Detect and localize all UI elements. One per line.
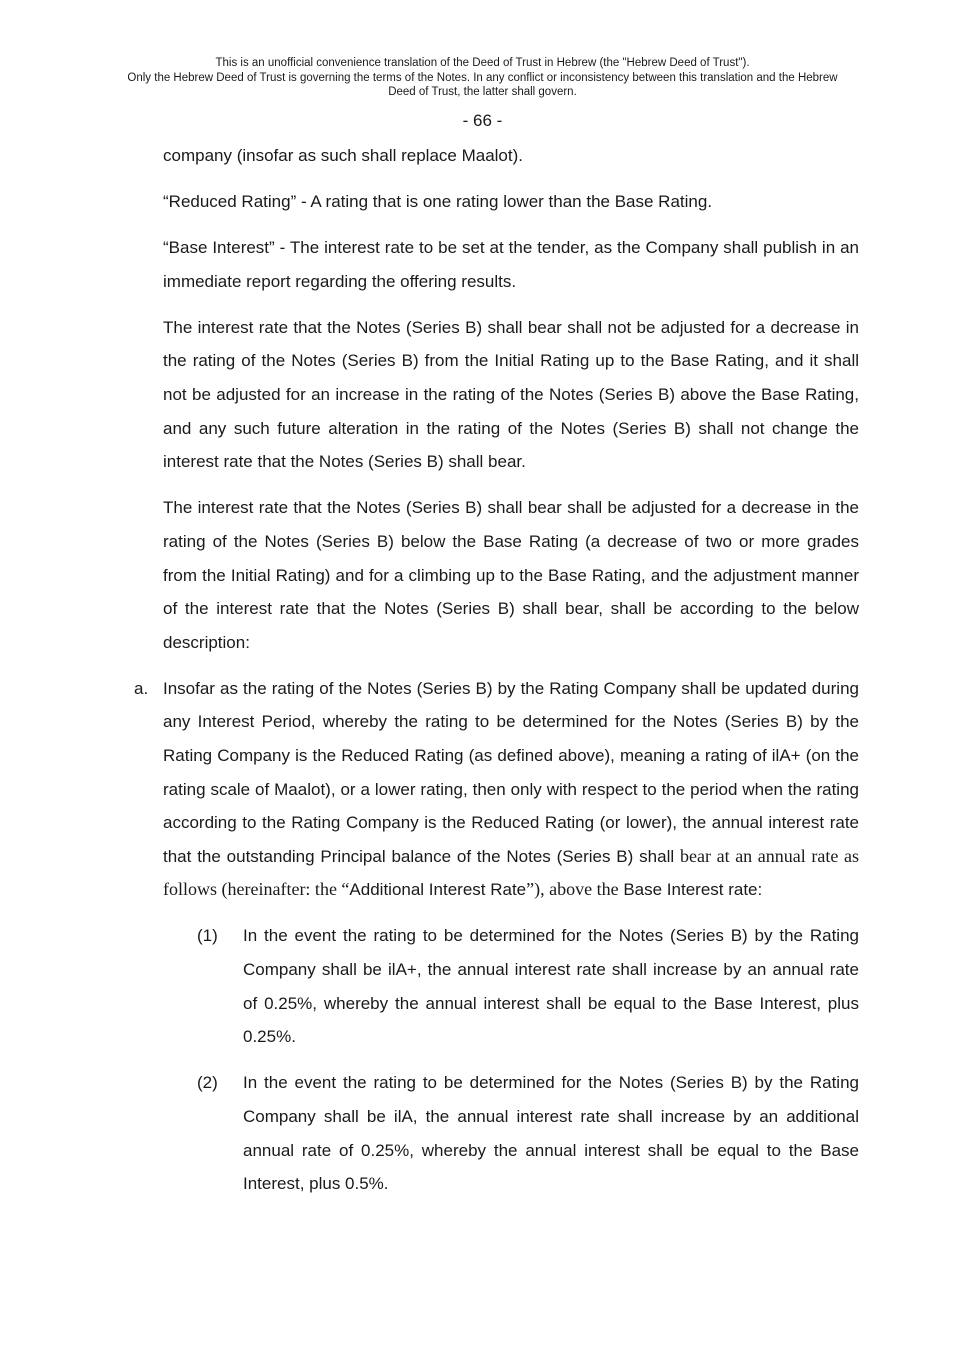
sub-item-marker-1: (1) (197, 926, 218, 946)
paragraph-base-interest-definition: “Base Interest” - The interest rate to be set at the tender, as the Company shall publish in an immediate report regarding the offering results. (163, 238, 859, 291)
paragraph-company-maalot: company (insofar as such shall replace Maalot). (163, 146, 523, 165)
sub-item-text-2: In the event the rating to be determined for the Notes (Series B) by the Rating Company shall be ilA, the annual interest rate shall increase by an additional annual rate of 0.25%, whereby the annual interest shall be equal to the Base Interest, plus 0.5%. (243, 1073, 859, 1194)
list-marker-a: a. (134, 678, 149, 698)
page-number: - 66 - (462, 111, 503, 130)
translation-disclaimer-header (0, 56, 965, 100)
list-item-a-text-2: Base Interest rate: (623, 880, 763, 900)
sub-item-2 (197, 1066, 859, 1200)
header-line-3: Deed of Trust, the latter shall govern. (388, 86, 577, 98)
paragraph-no-adjustment: The interest rate that the Notes (Series B) shall bear shall not be adjusted for a decrease in the rating of the Notes (Series B) from the Initial Rating up to the Base Rating, and it shall not be adjusted for an increase in the rating of the Notes (Series B) above the Base Rating, and any such future alteration in the rating of the Notes (Series B) shall not change the interest rate that the Notes (Series B) shall bear. (163, 317, 859, 472)
sub-item-text-1: In the event the rating to be determined for the Notes (Series B) by the Rating Company shall be ilA+, the annual interest rate shall increase by an annual rate of 0.25%, whereby the annual interest shall be equal to the Base Interest, plus 0.25%. (243, 926, 859, 1047)
sub-item-marker-2: (2) (197, 1073, 218, 1093)
sub-item-1 (197, 919, 859, 1053)
list-item-a-serif-text-1: bear at an annual rate as follows (hereinafter: the “ (163, 845, 859, 900)
header-line-1: This is an unofficial convenience translation of the Deed of Trust in Hebrew (the "Hebrew Deed of Trust"). (215, 57, 750, 69)
document-body (134, 139, 859, 1213)
header-line-2: Only the Hebrew Deed of Trust is governing the terms of the Notes. In any conflict or inconsistency between this translation and the Hebrew (127, 71, 838, 84)
list-item-a (134, 672, 859, 907)
list-item-a-text-1: Insofar as the rating of the Notes (Series B) by the Rating Company shall be updated during any Interest Period, whereby the rating to be determined for the Notes (Series B) by the Rating Company is the Reduced Rating (as defined above), meaning a rating of ilA+ (on the rating scale of Maalot), or a lower rating, then only with respect to the period when the rating according to the Rating Company is the Reduced Rating (or lower), the annual interest rate that the outstanding Principal balance of the Notes (Series B) shall (163, 678, 859, 866)
defined-term-additional-interest-rate: Additional Interest Rate (349, 880, 527, 900)
paragraph-adjustment: The interest rate that the Notes (Series B) shall bear shall be adjusted for a decrease in the rating of the Notes (Series B) below the Base Rating (a decrease of two or more grades from the Initial Rating) and for a climbing up to the Base Rating, and the adjustment manner of the interest rate that the Notes (Series B) shall bear, shall be according to the below description: (163, 498, 859, 652)
paragraph-reduced-rating-definition: “Reduced Rating” - A rating that is one rating lower than the Base Rating. (163, 192, 713, 212)
list-item-a-serif-text-2: ”), above the (526, 879, 619, 900)
